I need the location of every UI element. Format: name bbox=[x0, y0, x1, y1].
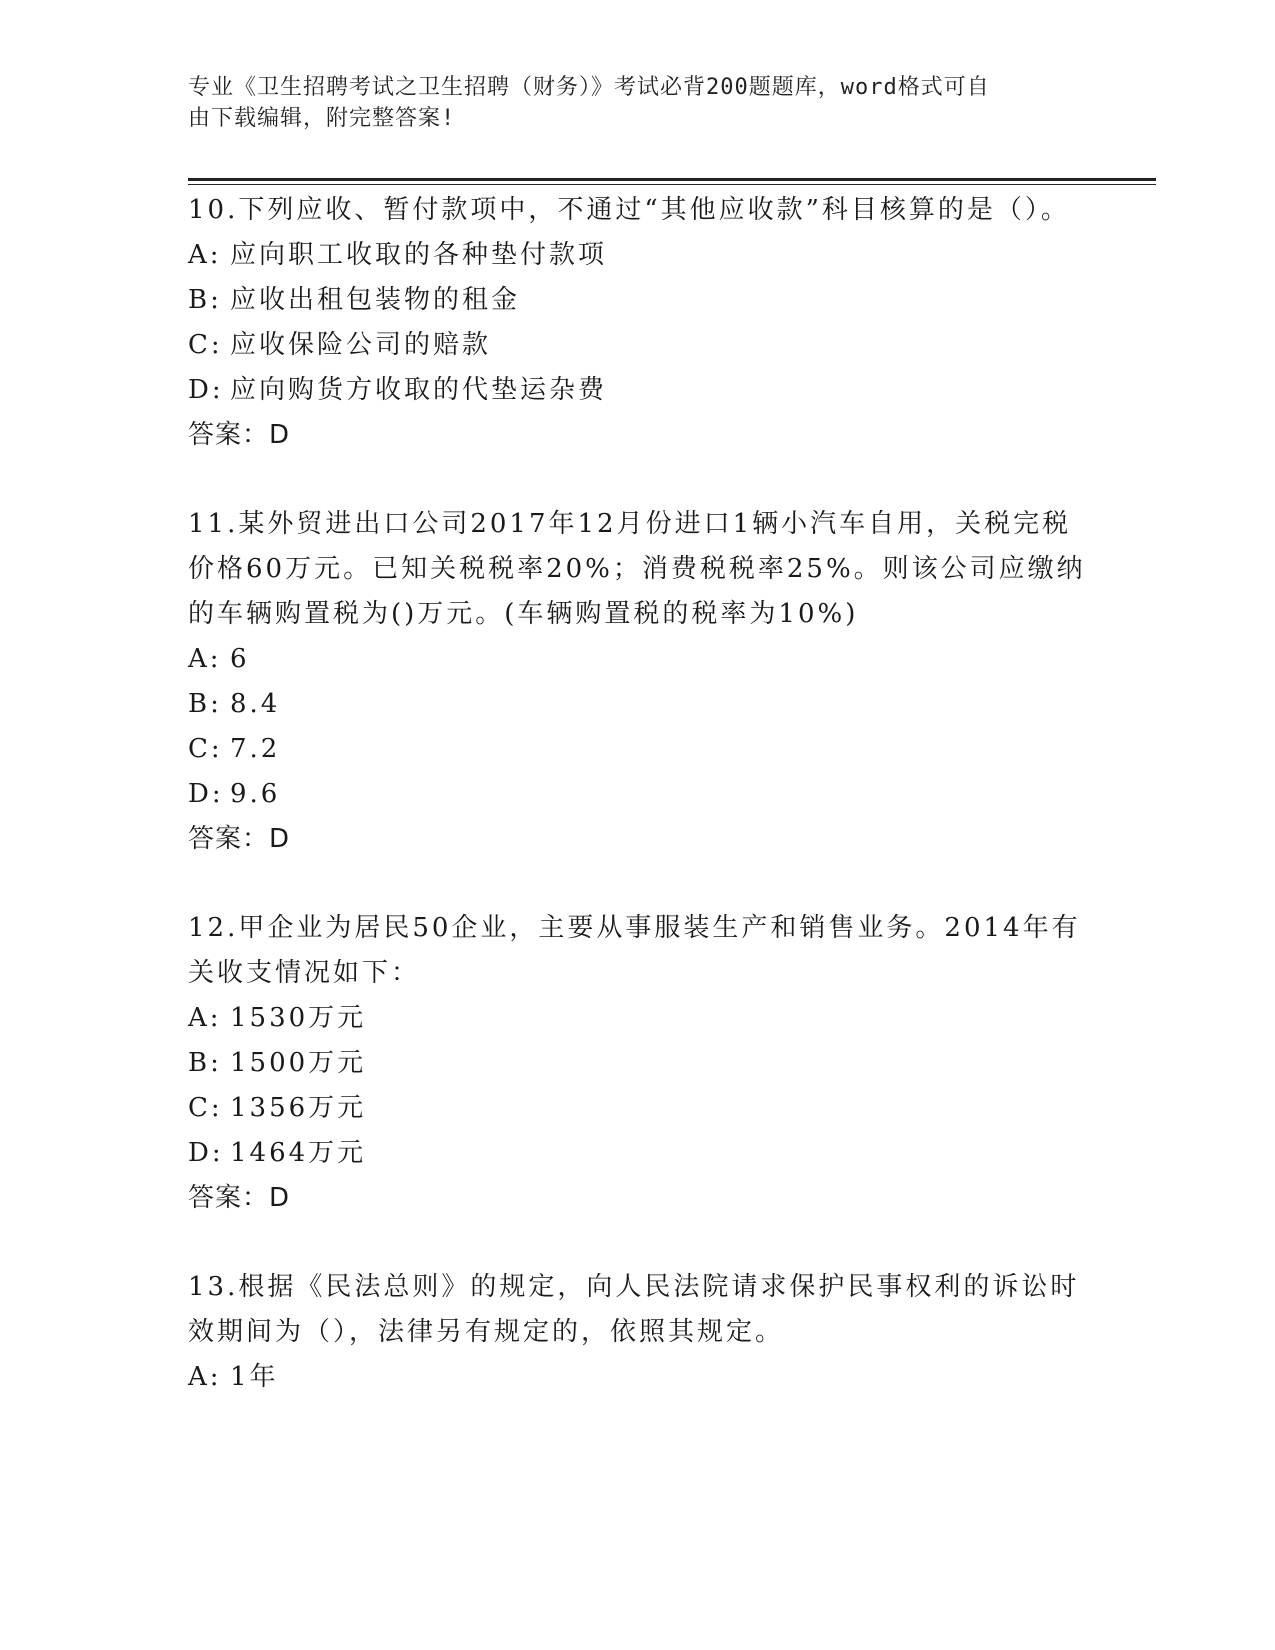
option-key: A: bbox=[188, 1362, 222, 1392]
answer-label: 答案：D bbox=[188, 420, 291, 450]
question-11 bbox=[188, 502, 1088, 862]
option-text: 1464万元 bbox=[230, 1138, 367, 1168]
option-key: C: bbox=[188, 734, 223, 764]
option-key: D: bbox=[188, 779, 224, 809]
option-d bbox=[188, 772, 1088, 817]
option-d bbox=[188, 1131, 1088, 1176]
option-text: 1500万元 bbox=[230, 1048, 367, 1078]
question-stem: 10.下列应收、暂付款项中，不通过“其他应收款”科目核算的是（）。 bbox=[188, 195, 1070, 225]
option-key: C: bbox=[188, 330, 223, 360]
option-key: A: bbox=[188, 1003, 222, 1033]
option-c bbox=[188, 1086, 1088, 1131]
answer-label: 答案：D bbox=[188, 824, 291, 854]
question-list bbox=[188, 188, 1088, 1444]
option-text: 9.6 bbox=[230, 779, 281, 809]
question-stem: 13.根据《民法总则》的规定，向人民法院请求保护民事权利的诉讼时效期间为（），法律另有规定的，依照其规定。 bbox=[188, 1272, 1080, 1347]
option-a bbox=[188, 233, 1088, 278]
header-divider-thick bbox=[188, 178, 1156, 181]
option-a bbox=[188, 637, 1088, 682]
option-key: B: bbox=[188, 1048, 222, 1078]
option-key: A: bbox=[188, 644, 222, 674]
document-header bbox=[188, 72, 1068, 134]
header-divider-thin bbox=[188, 184, 1156, 185]
option-key: B: bbox=[188, 285, 222, 315]
option-text: 应收出租包装物的租金 bbox=[230, 285, 521, 315]
question-stem: 12.甲企业为居民50企业，主要从事服装生产和销售业务。2014年有关收支情况如下： bbox=[188, 913, 1081, 988]
option-key: D: bbox=[188, 1138, 224, 1168]
answer-label: 答案：D bbox=[188, 1183, 291, 1213]
header-line-2: 由下载编辑，附完整答案! bbox=[188, 106, 456, 131]
option-b bbox=[188, 278, 1088, 323]
option-c bbox=[188, 727, 1088, 772]
option-text: 1年 bbox=[230, 1362, 279, 1392]
option-text: 1356万元 bbox=[230, 1093, 367, 1123]
option-c bbox=[188, 323, 1088, 368]
option-text: 7.2 bbox=[230, 734, 281, 764]
question-stem: 11.某外贸进出口公司2017年12月份进口1辆小汽车自用，关税完税价格60万元。已知关税税率20%；消费税税率25%。则该公司应缴纳的车辆购置税为()万元。(车辆购置税的税率为10%) bbox=[188, 509, 1086, 629]
question-12 bbox=[188, 906, 1088, 1221]
option-b bbox=[188, 1041, 1088, 1086]
option-a bbox=[188, 996, 1088, 1041]
option-text: 应向职工收取的各种垫付款项 bbox=[230, 240, 608, 270]
option-key: C: bbox=[188, 1093, 223, 1123]
question-10 bbox=[188, 188, 1088, 458]
option-text: 1530万元 bbox=[230, 1003, 367, 1033]
option-key: A: bbox=[188, 240, 222, 270]
option-a bbox=[188, 1355, 1088, 1400]
option-b bbox=[188, 682, 1088, 727]
option-text: 8.4 bbox=[230, 689, 281, 719]
option-key: B: bbox=[188, 689, 222, 719]
option-key: D: bbox=[188, 375, 224, 405]
option-text: 应收保险公司的赔款 bbox=[230, 330, 492, 360]
option-text: 6 bbox=[230, 644, 250, 674]
question-13 bbox=[188, 1265, 1088, 1400]
header-line-1: 专业《卫生招聘考试之卫生招聘（财务）》考试必背200题题库，word格式可自 bbox=[188, 75, 990, 100]
option-d bbox=[188, 368, 1088, 413]
option-text: 应向购货方收取的代垫运杂费 bbox=[230, 375, 608, 405]
